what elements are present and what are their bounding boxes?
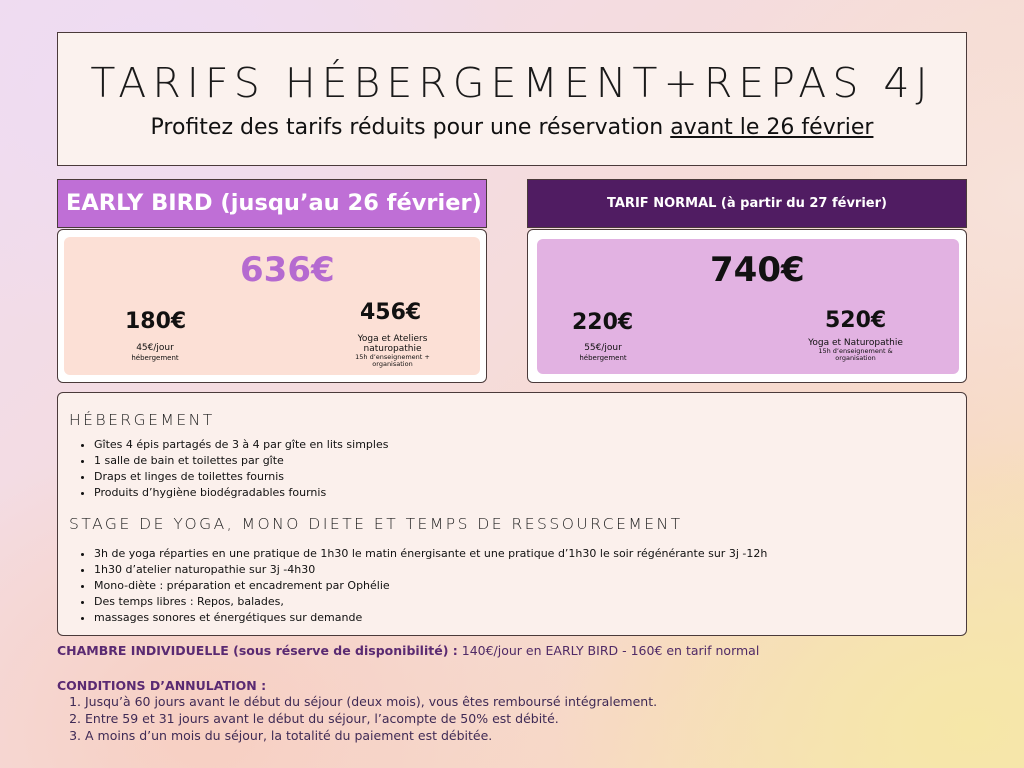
early-bird-accommodation-price: 180€ [125,309,187,334]
single-room-note [57,643,759,658]
hebergement-list [76,437,388,501]
hebergement-heading: HÉBERGEMENT [69,411,215,429]
list-item: 2. Entre 59 et 31 jours avant le début du séjour, l’acompte de 50% est débité. [85,710,657,727]
early-bird-banner: EARLY BIRD (jusqu’au 26 février) [57,179,487,228]
normal-tariff-banner: TARIF NORMAL (à partir du 27 février) [527,179,967,228]
list-item: • Mono-diète : préparation et encadrement par Ophélie [94,578,767,594]
normal-accommodation-type: hébergement [579,354,627,362]
list-item: • Produits d’hygiène biodégradables fournis [94,485,388,501]
early-bird-workshops-label [345,334,440,368]
list-item: • 1h30 d’atelier naturopathie sur 3j -4h30 [94,562,767,578]
early-bird-accommodation-rate: 45€/jour [136,343,174,353]
early-bird-accommodation-label [120,343,190,363]
normal-workshops-label [798,338,913,362]
normal-accommodation-price: 220€ [572,310,634,335]
list-item: • Des temps libres : Repos, balades, [94,594,767,610]
list-item: • 3h de yoga réparties en une pratique de 1h30 le matin énergisante et une pratique d’1h30 le soir régénérante sur 3j -12h [94,546,767,562]
early-bird-workshops-price: 456€ [360,300,422,325]
single-room-price: 140€/jour en EARLY BIRD - 160€ en tarif normal [457,643,760,658]
list-item: • Gîtes 4 épis partagés de 3 à 4 par gîte en lits simples [94,437,388,453]
details-box [57,392,967,636]
single-room-label: CHAMBRE INDIVIDUELLE (sous réserve de disponibilité) : [57,643,458,658]
normal-accommodation-rate: 55€/jour [584,343,622,353]
list-item: • massages sonores et énergétiques sur demande [94,610,767,626]
stage-heading: STAGE DE YOGA, MONO DIETE ET TEMPS DE RESSOURCEMENT [69,515,683,533]
normal-workshops-detail: 15h d’enseignement & organisation [818,347,893,362]
normal-workshops-title: Yoga et Naturopathie [808,338,903,348]
early-bird-total-price: 636€ [240,250,335,290]
page-subtitle [58,115,966,140]
subtitle-text: Profitez des tarifs réduits pour une réservation [150,115,671,140]
list-item: 1. Jusqu’à 60 jours avant le début du séjour (deux mois), vous êtes remboursé intégralement. [85,693,657,710]
list-item: • 1 salle de bain et toilettes par gîte [94,453,388,469]
normal-workshops-price: 520€ [825,308,887,333]
cancellation-list [57,693,657,744]
early-bird-workshops-detail: 15h d’enseignement + organisation [355,353,430,368]
list-item: • Draps et linges de toilettes fournis [94,469,388,485]
early-bird-workshops-title: Yoga et Ateliers naturopathie [357,334,428,354]
normal-accommodation-label [568,343,638,363]
page-title: TARIFS HÉBERGEMENT+REPAS 4J [90,59,934,107]
header-box [57,32,967,166]
cancellation-heading: CONDITIONS D’ANNULATION : [57,678,267,693]
list-item: 3. A moins d’un mois du séjour, la totalité du paiement est débitée. [85,727,657,744]
stage-list [76,546,767,626]
early-bird-accommodation-type: hébergement [131,354,179,362]
normal-total-price: 740€ [710,250,805,290]
subtitle-deadline: avant le 26 février [670,115,874,140]
